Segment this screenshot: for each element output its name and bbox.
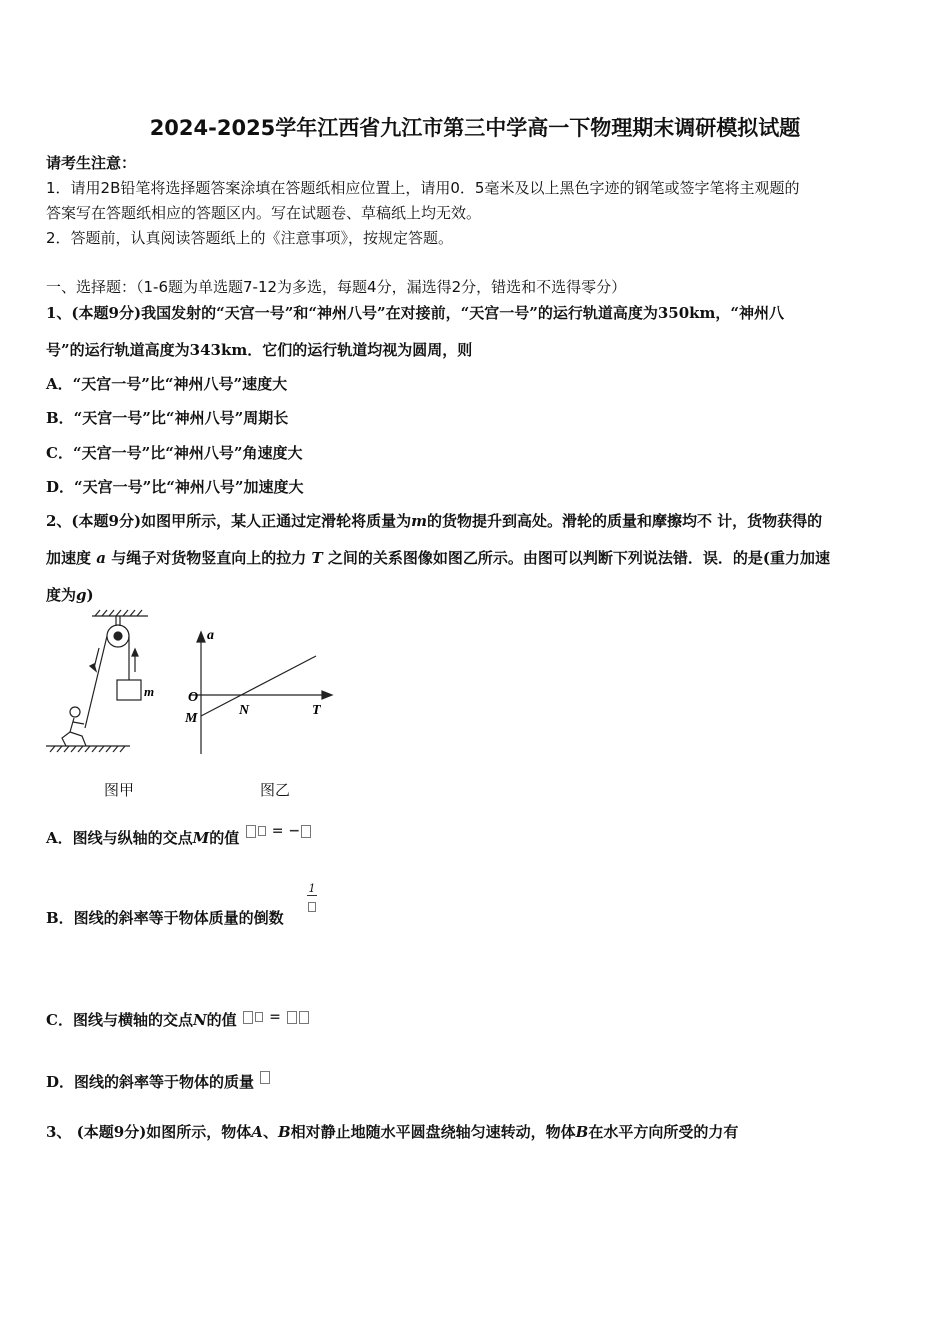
- notice-line-3: 2．答题前，认真阅读答题纸上的《注意事项》，按规定答题。: [46, 229, 454, 247]
- point-m-label: M: [185, 711, 198, 726]
- point-n-label: N: [239, 703, 250, 718]
- page-title: 2024-2025学年江西省九江市第三中学高一下物理期末调研模拟试题: [149, 116, 801, 140]
- mass-label: m: [144, 684, 155, 699]
- q1-stem-line-2: 号”的运行轨道高度为343km．它们的运行轨道均视为圆周，则: [46, 341, 473, 359]
- q1-option-c: C．“天宫一号”比“神州八号”角速度大: [46, 444, 303, 462]
- cargo-box: [117, 680, 141, 700]
- formula-b: 1: [306, 882, 318, 915]
- notice-line-2: 答案写在答题纸相应的答题区内。写在试题卷、草稿纸上均无效。: [46, 204, 482, 222]
- rope-left: [85, 636, 107, 728]
- section-heading: 一、选择题：（1-6题为单选题7-12为多选，每题4分，漏选得2分，错选和不选得零分）: [46, 278, 627, 296]
- ceiling-hatch: [95, 610, 142, 616]
- figure-graph-caption: 图乙: [260, 781, 291, 799]
- q3-stem-line-1: 3、 (本题9分)如图所示，物体A、B相对静止地随水平圆盘绕轴匀速转动，物体B在水平方向所受的力有: [46, 1123, 739, 1141]
- q2-stem-line-2: 加速度 a 与绳子对货物竖直向上的拉力 T 之间的关系图像如图乙所示。由图可以判断下列说法错．误．的是(重力加速: [46, 549, 830, 567]
- notice-heading: 请考生注意：: [46, 154, 137, 172]
- q2-stem-line-3: 度为g): [46, 586, 94, 604]
- notice-line-1: 1．请用2B铅笔将选择题答案涂填在答题纸相应位置上，请用0．5毫米及以上黑色字迹的钢笔或签字笔将主观题的: [46, 179, 800, 197]
- q1-option-b: B．“天宫一号”比“神州八号”周期长: [46, 409, 289, 427]
- y-axis-label: a: [207, 628, 214, 643]
- formula-d: [259, 1067, 271, 1085]
- figure-pulley-caption: 图甲: [104, 781, 135, 799]
- figure-graph: [180, 622, 340, 762]
- origin-label: O: [188, 690, 199, 705]
- q1-stem-line-1: 1、(本题9分)我国发射的“天宫一号”和“神州八号”在对接前，“天宫一号”的运行轨道高度为350km，“神州八: [46, 304, 785, 322]
- q2-option-b: B．图线的斜率等于物体质量的倒数: [46, 909, 284, 927]
- q1-option-d: D．“天宫一号”比“神州八号”加速度大: [46, 478, 304, 496]
- q2-stem-line-1: 2、(本题9分)如图甲所示，某人正通过定滑轮将质量为m的货物提升到高处。滑轮的质量和摩擦均不 计，货物获得的: [46, 512, 823, 530]
- graph-line: [201, 656, 316, 716]
- q2-option-a: A．图线与纵轴的交点M的值 = −: [46, 827, 312, 848]
- ground-hatch: [50, 746, 125, 752]
- q2-option-d: D．图线的斜率等于物体的质量: [46, 1071, 271, 1092]
- formula-c: =: [242, 1007, 310, 1025]
- q1-option-a: A．“天宫一号”比“神州八号”速度大: [46, 375, 288, 393]
- q2-option-c: C．图线与横轴的交点N的值 =: [46, 1009, 310, 1030]
- formula-a: = −: [245, 821, 313, 839]
- x-axis-label: T: [312, 703, 321, 718]
- figure-pulley: [40, 608, 160, 758]
- person-figure: [62, 707, 86, 746]
